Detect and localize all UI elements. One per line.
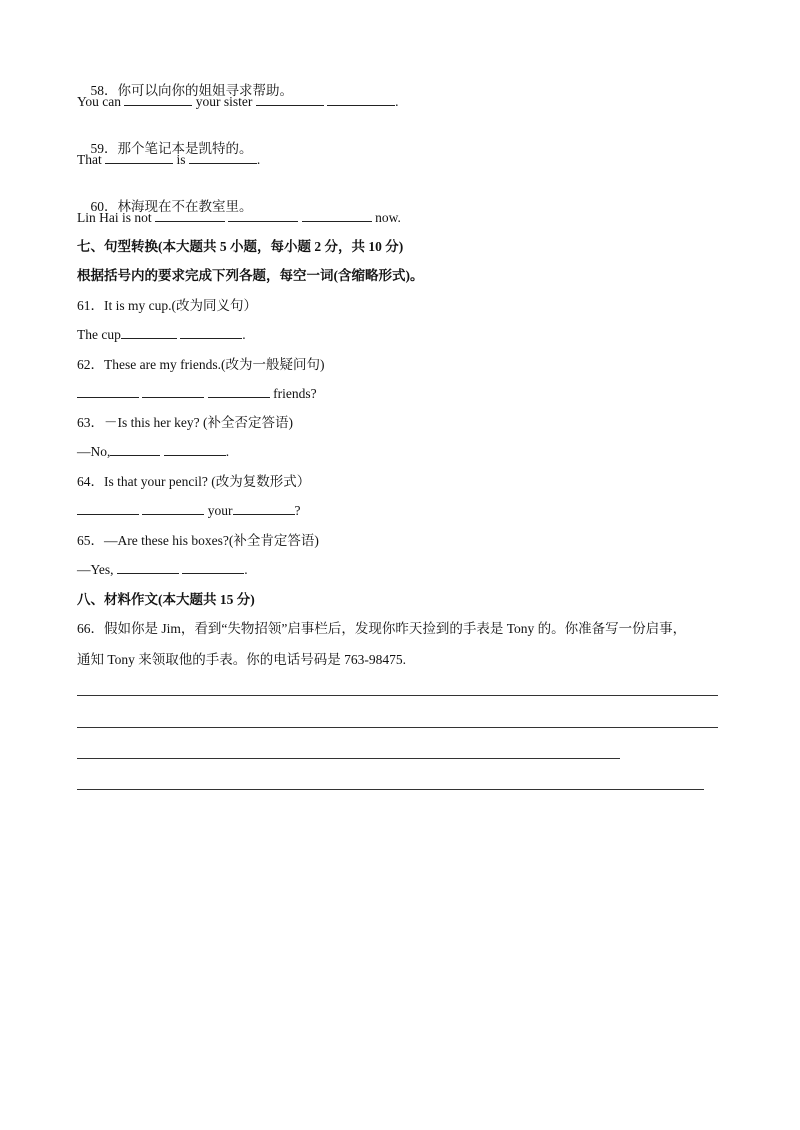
answer-text: Lin Hai is not [77,210,155,225]
question-59-answer [77,151,260,169]
answer-blank[interactable] [302,209,372,222]
answer-text: . [244,562,248,577]
question-61-answer [77,326,246,344]
question-60-answer [77,209,401,227]
question-65-answer [77,561,248,579]
answer-text: . [225,444,230,459]
question-64-answer [77,502,301,520]
question-text: 林海现在不在教室里。 [117,199,253,214]
answer-text: now. [371,210,401,225]
answer-blank[interactable] [233,502,295,515]
answer-text: The cup [77,327,121,342]
answer-text: ? [294,503,301,518]
answer-text: That [77,152,106,167]
question-text: 那个笔记本是凯特的。 [117,141,253,156]
answer-blank[interactable] [142,502,204,515]
section-7-heading: 七、句型转换(本大题共 5 小题，每小题 2 分，共 10 分) [77,239,404,254]
answer-blank[interactable] [155,209,225,222]
writing-line[interactable] [77,727,718,728]
answer-blank[interactable] [327,93,395,106]
question-63-answer [77,443,229,461]
question-61-prompt: 61．It is my cup.(改为同义句） [77,298,257,313]
answer-text: is [173,152,189,167]
question-62-prompt: 62．These are my friends.(改为一般疑问句) [77,357,325,372]
answer-text: . [242,327,246,342]
answer-text: your sister [192,94,256,109]
question-text: 你可以向你的姐姐寻求帮助。 [117,83,293,98]
question-62-answer [77,385,317,403]
answer-text: —No, [77,444,111,459]
answer-blank[interactable] [180,326,242,339]
answer-blank[interactable] [77,502,139,515]
answer-blank[interactable] [142,385,204,398]
answer-blank[interactable] [164,443,226,456]
question-63-prompt: 63．－Is this her key? (补全否定答语) [77,415,293,430]
section-8-heading: 八、材料作文(本大题共 15 分) [77,592,255,607]
answer-blank[interactable] [208,385,270,398]
answer-text: . [395,94,399,109]
answer-text: friends? [269,386,317,401]
answer-text: . [256,152,261,167]
answer-blank[interactable] [228,209,298,222]
answer-blank[interactable] [182,561,244,574]
question-66-prompt-line-2: 通知 Tony 来领取他的手表。你的电话号码是 763-98475. [77,652,407,667]
answer-blank[interactable] [110,443,160,456]
question-number: 58． [90,83,118,98]
question-number: 60． [90,199,118,214]
answer-blank[interactable] [121,326,177,339]
question-number: 59． [90,141,118,156]
writing-line[interactable] [77,758,620,759]
answer-blank[interactable] [189,151,257,164]
writing-line[interactable] [77,695,718,696]
answer-blank[interactable] [77,385,139,398]
answer-blank[interactable] [256,93,324,106]
writing-line[interactable] [77,789,704,790]
answer-blank[interactable] [117,561,179,574]
answer-blank[interactable] [124,93,192,106]
answer-blank[interactable] [105,151,173,164]
section-7-instruction: 根据括号内的要求完成下列各题，每空一词(含缩略形式)。 [77,268,424,283]
answer-text: —Yes, [77,562,117,577]
question-64-prompt: 64．Is that your pencil? (改为复数形式） [77,474,311,489]
answer-text: your [204,503,233,518]
question-58-answer [77,93,399,111]
question-66-prompt-line-1: 66．假如你是 Jim，看到“失物招领”启事栏后，发现你昨天捡到的手表是 Tony 的。你准备写一份启事， [77,621,687,636]
question-65-prompt: 65．—Are these his boxes?(补全肯定答语) [77,533,319,548]
answer-text: You can [77,94,125,109]
